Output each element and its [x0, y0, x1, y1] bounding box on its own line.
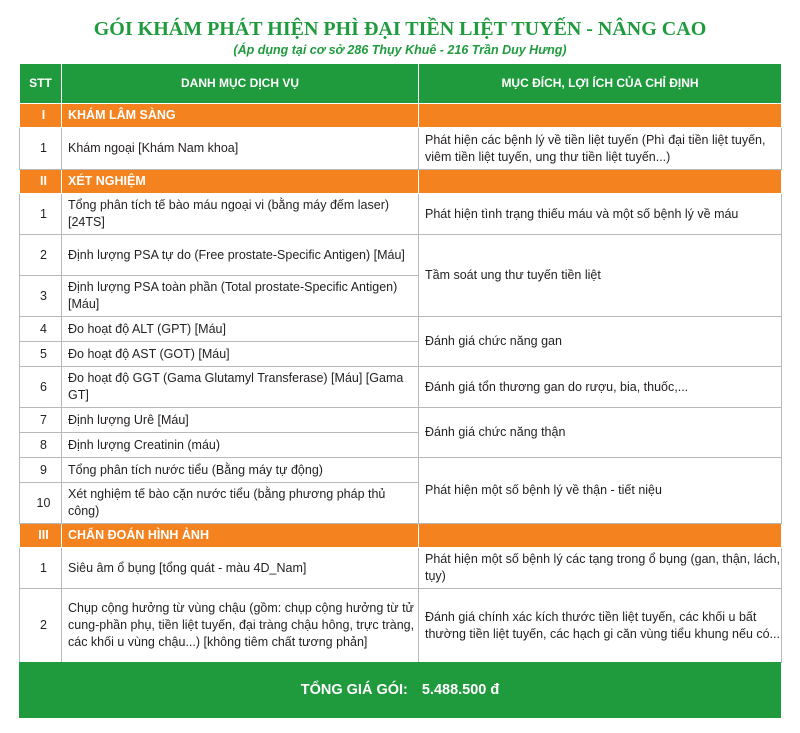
- section-spacer: [419, 104, 782, 128]
- section-numeral: II: [20, 170, 62, 194]
- row-service: Tổng phân tích tế bào máu ngoại vi (bằng máy đếm laser) [24TS]: [62, 194, 419, 235]
- row-stt: 10: [20, 483, 62, 524]
- row-service: Siêu âm ổ bụng [tổng quát - màu 4D_Nam]: [62, 548, 419, 589]
- table-row: [20, 408, 782, 433]
- header-stt: STT: [20, 64, 62, 104]
- total-price-bar: [19, 662, 781, 718]
- section-name: XÉT NGHIỆM: [62, 170, 419, 194]
- row-purpose: Phát hiện các bệnh lý về tiền liệt tuyến (Phì đại tiền liệt tuyến, viêm tiền liệt tuyến, ung thư tiền liệt tuyến...): [419, 128, 782, 170]
- row-service: Định lượng PSA tự do (Free prostate-Specific Antigen) [Máu]: [62, 235, 419, 276]
- header-purpose: MỤC ĐÍCH, LỢI ÍCH CỦA CHỈ ĐỊNH: [419, 64, 782, 104]
- table-row: [20, 458, 782, 483]
- header-service: DANH MỤC DỊCH VỤ: [62, 64, 419, 104]
- section-spacer: [419, 170, 782, 194]
- row-stt: 2: [20, 589, 62, 663]
- row-stt: 6: [20, 367, 62, 408]
- section-row: [20, 104, 782, 128]
- row-purpose: Phát hiện một số bệnh lý các tạng trong ổ bụng (gan, thận, lách, tụy): [419, 548, 782, 589]
- row-service: Khám ngoại [Khám Nam khoa]: [62, 128, 419, 170]
- section-name: CHẨN ĐOÁN HÌNH ẢNH: [62, 524, 419, 548]
- table-row: [20, 548, 782, 589]
- row-stt: 9: [20, 458, 62, 483]
- row-stt: 1: [20, 128, 62, 170]
- row-service: Đo hoạt độ AST (GOT) [Máu]: [62, 342, 419, 367]
- row-stt: 8: [20, 433, 62, 458]
- row-service: Xét nghiệm tế bào cặn nước tiểu (bằng phương pháp thủ công): [62, 483, 419, 524]
- row-stt: 7: [20, 408, 62, 433]
- row-service: Tổng phân tích nước tiểu (Bằng máy tự động): [62, 458, 419, 483]
- section-numeral: I: [20, 104, 62, 128]
- total-label: TỔNG GIÁ GÓI:: [300, 682, 408, 698]
- table-row: [20, 128, 782, 170]
- row-purpose: Đánh giá chính xác kích thước tiền liệt tuyến, các khối u bất thường tiền liệt tuyến, các hạch gi căn vùng tiểu khung nếu có...: [419, 589, 782, 663]
- row-stt: 3: [20, 276, 62, 317]
- section-spacer: [419, 524, 782, 548]
- service-table: [19, 63, 782, 663]
- row-purpose: Đánh giá chức năng gan: [419, 317, 782, 367]
- section-numeral: III: [20, 524, 62, 548]
- section-row: [20, 524, 782, 548]
- row-purpose: Đánh giá tổn thương gan do rượu, bia, thuốc,...: [419, 367, 782, 408]
- row-purpose: Đánh giá chức năng thận: [419, 408, 782, 458]
- section-row: [20, 170, 782, 194]
- row-stt: 1: [20, 548, 62, 589]
- total-value: 5.488.500 đ: [421, 682, 500, 698]
- row-service: Đo hoạt độ GGT (Gama Glutamyl Transferase) [Máu] [Gama GT]: [62, 367, 419, 408]
- table-row: [20, 235, 782, 276]
- table-row: [20, 589, 782, 663]
- row-purpose: Tầm soát ung thư tuyến tiền liệt: [419, 235, 782, 317]
- page-subtitle: (Áp dụng tại cơ sở 286 Thụy Khuê - 216 Trần Duy Hưng): [233, 43, 567, 57]
- section-name: KHÁM LÂM SÀNG: [62, 104, 419, 128]
- page-title: GÓI KHÁM PHÁT HIỆN PHÌ ĐẠI TIỀN LIỆT TUYẾN - NÂNG CAO: [93, 18, 707, 40]
- table-header-row: [20, 64, 782, 104]
- row-service: Định lượng Urê [Máu]: [62, 408, 419, 433]
- row-stt: 5: [20, 342, 62, 367]
- table-row: [20, 194, 782, 235]
- row-purpose: Phát hiện một số bệnh lý về thận - tiết niệu: [419, 458, 782, 524]
- row-service: Định lượng Creatinin (máu): [62, 433, 419, 458]
- row-service: Chụp cộng hưởng từ vùng chậu (gồm: chụp cộng hưởng từ tử cung-phần phụ, tiền liệt tuyến, đại tràng chậu hông, trực tràng, các khối u vùng chậu...) [không tiêm chất tương phản]: [62, 589, 419, 663]
- row-purpose: Phát hiện tình trạng thiếu máu và một số bệnh lý về máu: [419, 194, 782, 235]
- table-row: [20, 317, 782, 342]
- row-stt: 1: [20, 194, 62, 235]
- row-service: Định lượng PSA toàn phần (Total prostate-Specific Antigen) [Máu]: [62, 276, 419, 317]
- table-row: [20, 367, 782, 408]
- row-stt: 2: [20, 235, 62, 276]
- row-service: Đo hoạt độ ALT (GPT) [Máu]: [62, 317, 419, 342]
- row-stt: 4: [20, 317, 62, 342]
